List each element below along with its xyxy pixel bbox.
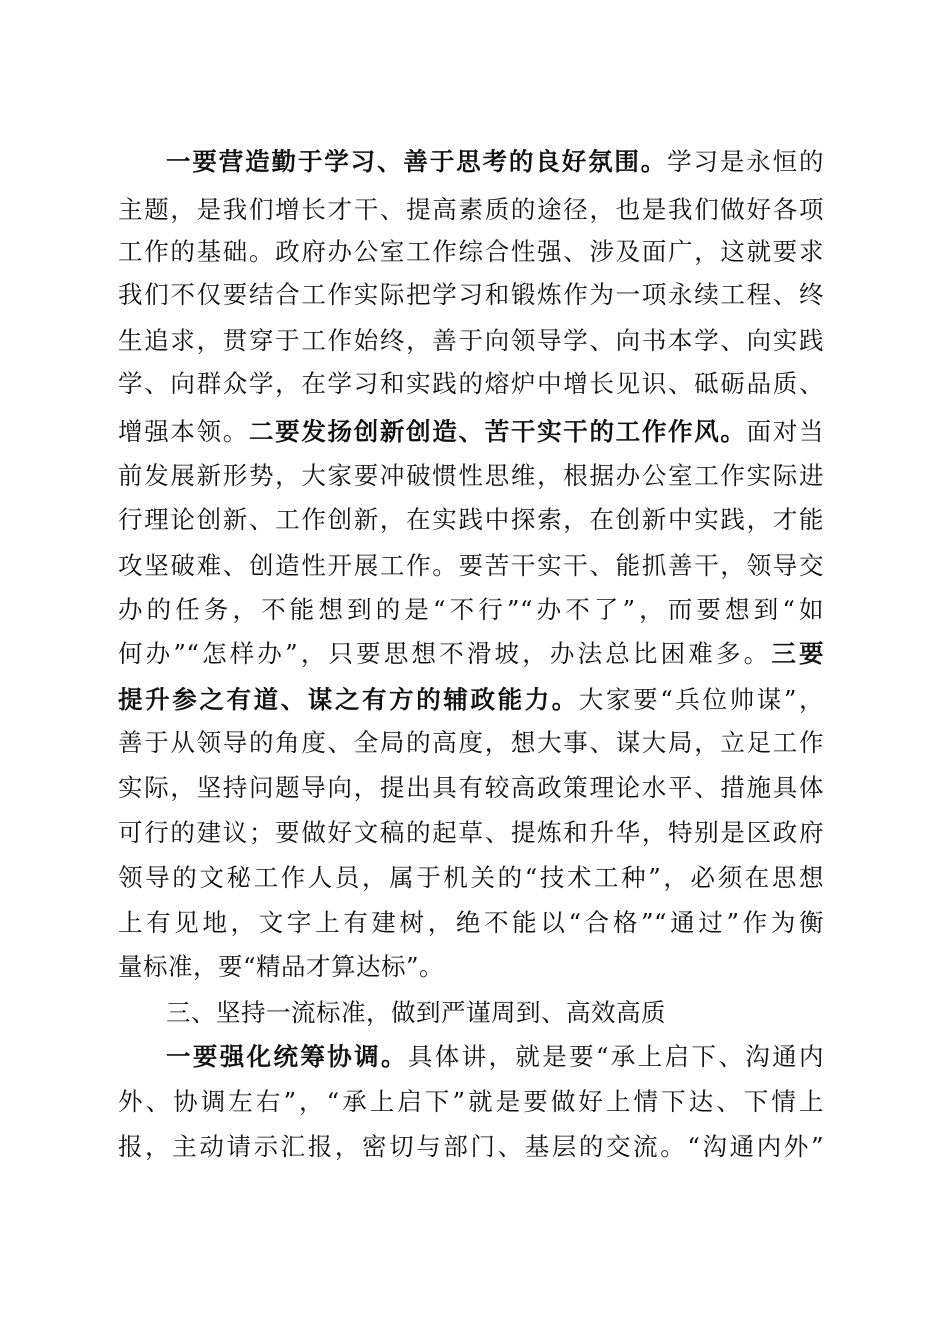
paragraph-2-line — [118, 1082, 824, 1122]
paragraph-1-line — [118, 364, 824, 404]
paragraph-2-line — [166, 1037, 824, 1077]
body-text: 面对当 — [746, 417, 825, 446]
body-text: 可行的建议；要做好文稿的起草、提炼和升华，特别是区政府 — [118, 818, 824, 847]
paragraph-1-line — [118, 275, 824, 315]
body-text: 上有见地，文字上有建树，绝不能以“合格”“通过”作为衡 — [118, 908, 824, 937]
paragraph-1-line — [166, 142, 824, 182]
emphasis-text: 一要强化统筹协调。 — [166, 1042, 408, 1071]
body-text: 增强本领。 — [118, 417, 249, 446]
heading-text: 三、坚持一流标准，做到严谨周到、高效高质 — [166, 998, 666, 1027]
paragraph-1-line — [118, 546, 824, 586]
body-text: 领导的文秘工作人员，属于机关的“技术工种”，必须在思想 — [118, 863, 824, 892]
paragraph-1-line — [118, 412, 824, 452]
body-text: 前发展新形势，大家要冲破惯性思维，根据办公室工作实际进 — [118, 461, 824, 490]
paragraph-1-line — [118, 590, 824, 630]
body-text: 实际，坚持问题导向，提出具有较高政策理论水平、措施具体 — [118, 773, 824, 802]
paragraph-1-line — [118, 190, 824, 230]
emphasis-text: 一要营造勤于学习、善于思考的良好氛围。 — [166, 147, 668, 176]
body-text: 大家要“兵位帅谋”， — [578, 685, 824, 714]
body-text: 工作的基础。政府办公室工作综合性强、涉及面广，这就要求 — [118, 237, 824, 266]
paragraph-1-line — [118, 947, 824, 987]
paragraph-1-line — [118, 500, 824, 540]
body-text: 办的任务，不能想到的是“不行”“办不了”，而要想到“如 — [118, 595, 824, 624]
paragraph-1-line — [118, 858, 824, 898]
body-text: 外、协调左右”，“承上启下”就是要做好上情下达、下情上 — [118, 1087, 824, 1116]
body-text: 量标准，要“精品才算达标”。 — [118, 952, 445, 981]
body-text: 善于从领导的角度、全局的高度，想大事、谋大局，立足工作 — [118, 728, 824, 757]
section-heading — [166, 993, 824, 1033]
paragraph-1-line — [118, 768, 824, 808]
body-text: 我们不仅要结合工作实际把学习和锻炼作为一项永续工程、终 — [118, 280, 824, 309]
paragraph-1-line — [118, 903, 824, 943]
body-text: 行理论创新、工作创新，在实践中探索，在创新中实践，才能 — [118, 505, 824, 534]
body-text: 何办”“怎样办”，只要思想不滑坡，办法总比困难多。 — [118, 639, 772, 668]
body-text: 具体讲，就是要“承上启下、沟通内 — [407, 1042, 825, 1071]
paragraph-1-line — [118, 723, 824, 763]
body-text: 学、向群众学，在学习和实践的熔炉中增长见识、砥砺品质、 — [118, 369, 824, 398]
body-text: 主题，是我们增长才干、提高素质的途径，也是我们做好各项 — [118, 195, 824, 224]
paragraph-1-line — [118, 321, 824, 361]
emphasis-text: 二要发扬创新创造、苦干实干的工作作风。 — [248, 417, 747, 446]
emphasis-text: 三要 — [771, 639, 825, 668]
body-text: 报，主动请示汇报，密切与部门、基层的交流。“沟通内外” — [118, 1132, 824, 1161]
body-text: 攻坚破难、创造性开展工作。要苦干实干、能抓善干，领导交 — [118, 551, 824, 580]
paragraph-1-line — [118, 680, 824, 720]
paragraph-1-line — [118, 634, 824, 674]
paragraph-2-line — [118, 1127, 824, 1167]
paragraph-1-line — [118, 456, 824, 496]
paragraph-1-line — [118, 232, 824, 272]
paragraph-1-line — [118, 813, 824, 853]
emphasis-text: 提升参之有道、谋之有方的辅政能力。 — [118, 685, 579, 714]
body-text: 学习是永恒的 — [667, 147, 824, 176]
body-text: 生追求，贯穿于工作始终，善于向领导学、向书本学、向实践 — [118, 326, 824, 355]
